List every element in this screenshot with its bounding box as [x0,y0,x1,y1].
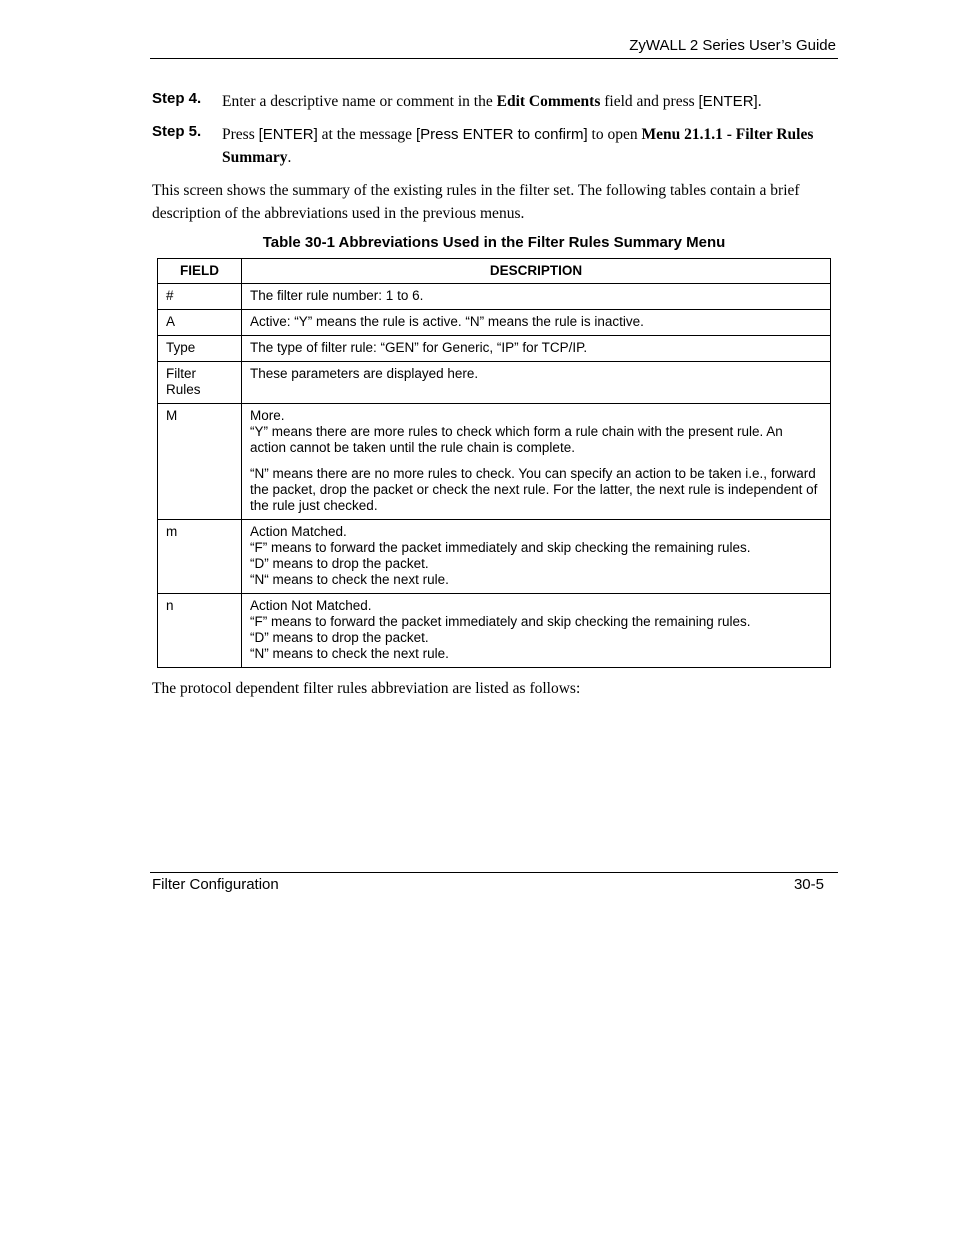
field-cell: Type [158,336,242,362]
field-cell: m [158,520,242,594]
step-5-text-part: at the message [317,126,416,143]
description-line: Action Not Matched. [250,598,372,613]
description-line: “N“ means to check the next rule. [250,572,449,587]
field-cell: n [158,594,242,668]
abbreviations-table [157,258,831,668]
step-5-label: Step 5. [152,123,202,140]
step-4-key-enter: [ENTER] [698,93,758,110]
description-line: The filter rule number: 1 to 6. [250,288,424,303]
table-caption: Table 30-1 Abbreviations Used in the Filter Rules Summary Menu [262,234,726,251]
step-4-text-part: field and press [600,93,699,110]
running-footer [150,872,838,897]
header-field: FIELD [158,259,242,284]
description-line: Active: “Y” means the rule is active. “N” means the rule is inactive. [250,314,644,329]
page-number: 30-5 [793,876,824,893]
step-5-message: [Press ENTER to confirm] [415,126,588,143]
intro-paragraph: This screen shows the summary of the existing rules in the filter set. The following tables contain a brief description of the abbreviations used in the previous menus. [152,182,800,222]
step-5-text-part: . [287,149,292,166]
step-5-text [222,123,830,169]
description-cell [242,362,831,404]
field-cell: A [158,310,242,336]
description-cell [242,310,831,336]
description-cell [242,594,831,668]
description-cell [242,520,831,594]
description-line: “N” means to check the next rule. [250,646,449,661]
step-5-menu-name: Menu 21.1.1 - Filter Rules Summary [222,126,814,166]
closing-paragraph: The protocol dependent filter rules abbreviation are listed as follows: [152,680,581,697]
description-line: “D” means to drop the packet. [250,630,429,645]
step-4-text-part: Enter a descriptive name or comment in the [222,93,497,110]
table-row [158,594,831,668]
description-line: “F” means to forward the packet immediately and skip checking the remaining rules. [250,614,751,629]
table-header-row [158,259,831,284]
description-cell [242,404,831,520]
running-header [150,37,838,59]
table-row [158,284,831,310]
guide-title: ZyWALL 2 Series User’s Guide [629,37,836,54]
description-line: “Y” means there are more rules to check which form a rule chain with the present rule. An action cannot be taken until the rule chain is complete. [250,424,783,455]
field-cell: M [158,404,242,520]
field-cell: Filter Rules [158,362,242,404]
table-row [158,310,831,336]
description-cell [242,336,831,362]
step-4-label: Step 4. [152,90,202,107]
description-line: “N” means there are no more rules to check. You can specify an action to be taken i.e., forward the packet, drop the packet or check the next rule. For the latter, the next rule is independent of the rule just checked. [250,466,818,513]
step-4-text-part: . [757,93,762,110]
table-row [158,336,831,362]
description-line: “F” means to forward the packet immediately and skip checking the remaining rules. [250,540,751,555]
description-line: These parameters are displayed here. [250,366,479,381]
field-cell: # [158,284,242,310]
step-4-field-name: Edit Comments [496,93,601,110]
description-line: Action Matched. [250,524,347,539]
table-row [158,520,831,594]
description-line: The type of filter rule: “GEN” for Generic, “IP” for TCP/IP. [250,340,588,355]
step-5-key-enter: [ENTER] [258,126,318,143]
description-line: “D” means to drop the packet. [250,556,429,571]
step-5-text-part: Press [222,126,259,143]
header-description: DESCRIPTION [242,259,831,284]
footer-section: Filter Configuration [152,876,279,893]
table-row [158,362,831,404]
table-row [158,404,831,520]
step-5-text-part: to open [587,126,642,143]
description-line: More. [250,408,285,423]
step-4-text [222,90,830,113]
description-cell [242,284,831,310]
